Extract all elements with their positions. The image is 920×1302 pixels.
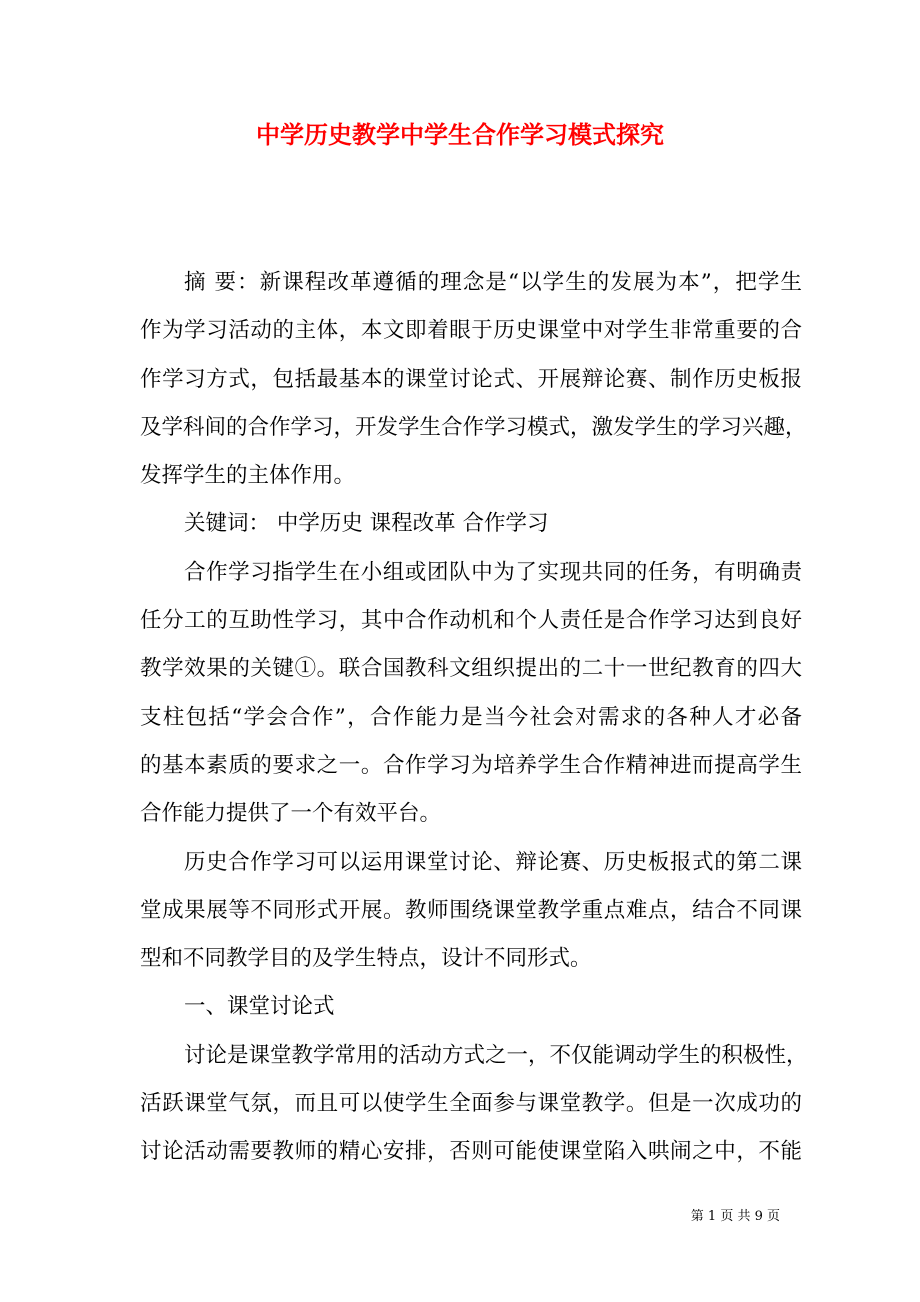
text-line: 摘 要：新课程改革遵循的理念是“以学生的发展为本”，把学生 xyxy=(184,270,802,295)
text-line: 关键词： 中学历史 课程改革 合作学习 xyxy=(184,511,549,537)
text-line: 及学科间的合作学习，开发学生合作学习模式，激发学生的学习兴趣， xyxy=(140,414,807,440)
paragraph xyxy=(140,549,802,839)
text-line: 合作学习指学生在小组或团队中为了实现共同的任务，有明确责 xyxy=(184,559,802,585)
text-line: 教学效果的关键①。联合国教科文组织提出的二十一世纪教育的四大 xyxy=(140,656,802,682)
text-line: 作为学习活动的主体，本文即着眼于历史课堂中对学生非常重要的合 xyxy=(140,318,802,344)
text-line: 支柱包括“学会合作”，合作能力是当今社会对需求的各种人才必备 xyxy=(140,704,802,730)
text-line: 历史合作学习可以运用课堂讨论、辩论赛、历史板报式的第二课 xyxy=(184,849,802,875)
document-body xyxy=(140,259,808,1177)
text-line: 的基本素质的要求之一。合作学习为培养学生合作精神进而提高学生 xyxy=(140,752,802,778)
text-line: 讨论活动需要教师的精心安排，否则可能使课堂陷入哄闹之中，不能 xyxy=(140,1139,802,1165)
text-line: 发挥学生的主体作用。 xyxy=(140,463,356,489)
document-title: 中学历史教学中学生合作学习模式探究 xyxy=(256,120,664,149)
paragraph xyxy=(140,839,802,984)
paragraph xyxy=(140,983,802,1031)
text-line: 合作能力提供了一个有效平台。 xyxy=(140,801,442,827)
paragraph xyxy=(140,500,802,548)
paragraph xyxy=(140,1032,808,1177)
text-line: 堂成果展等不同形式开展。教师围绕课堂教学重点难点，结合不同课 xyxy=(140,897,802,923)
text-line: 讨论是课堂教学常用的活动方式之一，不仅能调动学生的积极性， xyxy=(184,1042,808,1068)
text-line: 作学习方式，包括最基本的课堂讨论式、开展辩论赛、制作历史板报 xyxy=(140,366,802,392)
text-line: 任分工的互助性学习，其中合作动机和个人责任是合作学习达到良好 xyxy=(140,608,802,634)
paragraph xyxy=(140,259,807,500)
page-number-footer: 第 1 页 共 9 页 xyxy=(690,1209,780,1224)
text-line: 一、课堂讨论式 xyxy=(184,994,335,1020)
text-line: 型和不同教学目的及学生特点，设计不同形式。 xyxy=(140,946,592,972)
text-line: 活跃课堂气氛，而且可以使学生全面参与课堂教学。但是一次成功的 xyxy=(140,1091,802,1117)
